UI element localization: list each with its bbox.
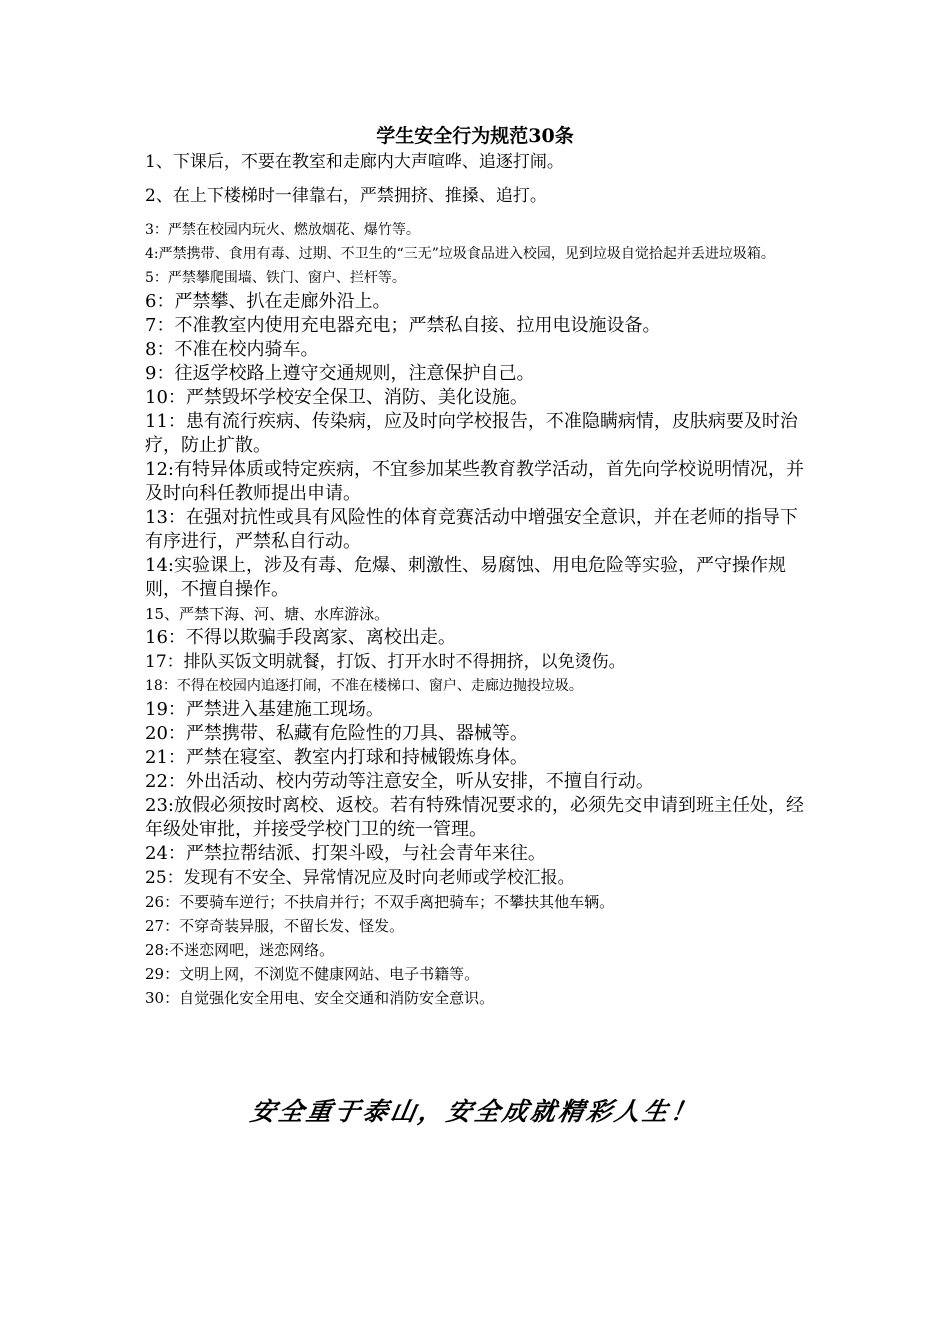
rule-item: 13：在强对抗性或具有风险性的体育竞赛活动中增强安全意识，并在老师的指导下有序进行，严禁私自行动。 <box>145 507 798 552</box>
rule-item: 18：不得在校园内追逐打闹，不准在楼梯口、窗户、走廊边抛投垃圾。 <box>145 678 583 694</box>
rule-item: 10：严禁毁坏学校安全保卫、消防、美化设施。 <box>145 387 528 408</box>
rule-item: 23:放假必须按时离校、返校。若有特殊情况要求的，必须先交申请到班主任处，经年级处审批，并接受学校门卫的统一管理。 <box>145 795 804 840</box>
rule-item: 4:严禁携带、食用有毒、过期、不卫生的“三无”垃圾食品进入校园，见到垃圾自觉拾起并丢进垃圾箱。 <box>145 246 775 262</box>
rule-item: 24：严禁拉帮结派、打架斗殴，与社会青年来往。 <box>145 843 546 864</box>
rule-item: 22：外出活动、校内劳动等注意安全，听从安排，不擅自行动。 <box>145 771 654 792</box>
rule-item: 29：文明上网，不浏览不健康网站、电子书籍等。 <box>145 965 480 983</box>
rule-item: 5：严禁攀爬围墙、铁门、窗户、拦杆等。 <box>145 270 406 286</box>
rule-item: 14:实验课上，涉及有毒、危爆、刺激性、易腐蚀、用电危险等实验，严守操作规则，不擅自操作。 <box>145 555 786 600</box>
safety-slogan: 安全重于泰山，安全成就精彩人生！ <box>248 1097 702 1126</box>
rule-item: 30：自觉强化安全用电、安全交通和消防安全意识。 <box>145 989 495 1007</box>
rule-item: 15、严禁下海、河、塘、水库游泳。 <box>145 605 390 623</box>
rule-item: 21：严禁在寝室、教室内打球和持械锻炼身体。 <box>145 747 528 768</box>
rule-item: 25：发现有不安全、异常情况应及时向老师或学校汇报。 <box>145 868 575 888</box>
rule-item: 17：排队买饭文明就餐，打饭、打开水时不得拥挤，以免烫伤。 <box>145 652 626 672</box>
rule-item: 28:不迷恋网吧，迷恋网络。 <box>145 941 335 959</box>
rule-item: 6：严禁攀、扒在走廊外沿上。 <box>145 291 391 312</box>
rule-item: 1、下课后，不要在教室和走廊内大声喧哗、追逐打闹。 <box>145 152 564 172</box>
rule-item: 20：严禁携带、私藏有危险性的刀具、器械等。 <box>145 723 528 744</box>
rule-item: 2、在上下楼梯时一律靠右，严禁拥挤、推搡、追打。 <box>145 186 547 206</box>
rule-item: 19：严禁进入基建施工现场。 <box>145 699 384 720</box>
rule-item: 27：不穿奇装异服，不留长发、怪发。 <box>145 917 405 935</box>
document-title: 学生安全行为规范30条 <box>376 125 574 147</box>
rule-item: 11：患有流行疾病、传染病，应及时向学校报告，不准隐瞒病情，皮肤病要及时治疗，防止扩散。 <box>145 411 798 456</box>
rules-list <box>145 150 815 1010</box>
rule-item: 26：不要骑车逆行；不扶肩并行；不双手离把骑车；不攀扶其他车辆。 <box>145 893 615 911</box>
rule-item: 7：不准教室内使用充电器充电；严禁私自接、拉用电设施设备。 <box>145 315 661 336</box>
rule-item: 12:有特异体质或特定疾病，不宜参加某些教育教学活动，首先向学校说明情况，并及时向科任教师提出申请。 <box>145 459 804 504</box>
rule-item: 16：不得以欺骗手段离家、离校出走。 <box>145 627 456 648</box>
rule-item: 8：不准在校内骑车。 <box>145 339 319 360</box>
rule-item: 9：往返学校路上遵守交通规则，注意保护自己。 <box>145 363 535 384</box>
rule-item: 3：严禁在校园内玩火、燃放烟花、爆竹等。 <box>145 222 420 238</box>
